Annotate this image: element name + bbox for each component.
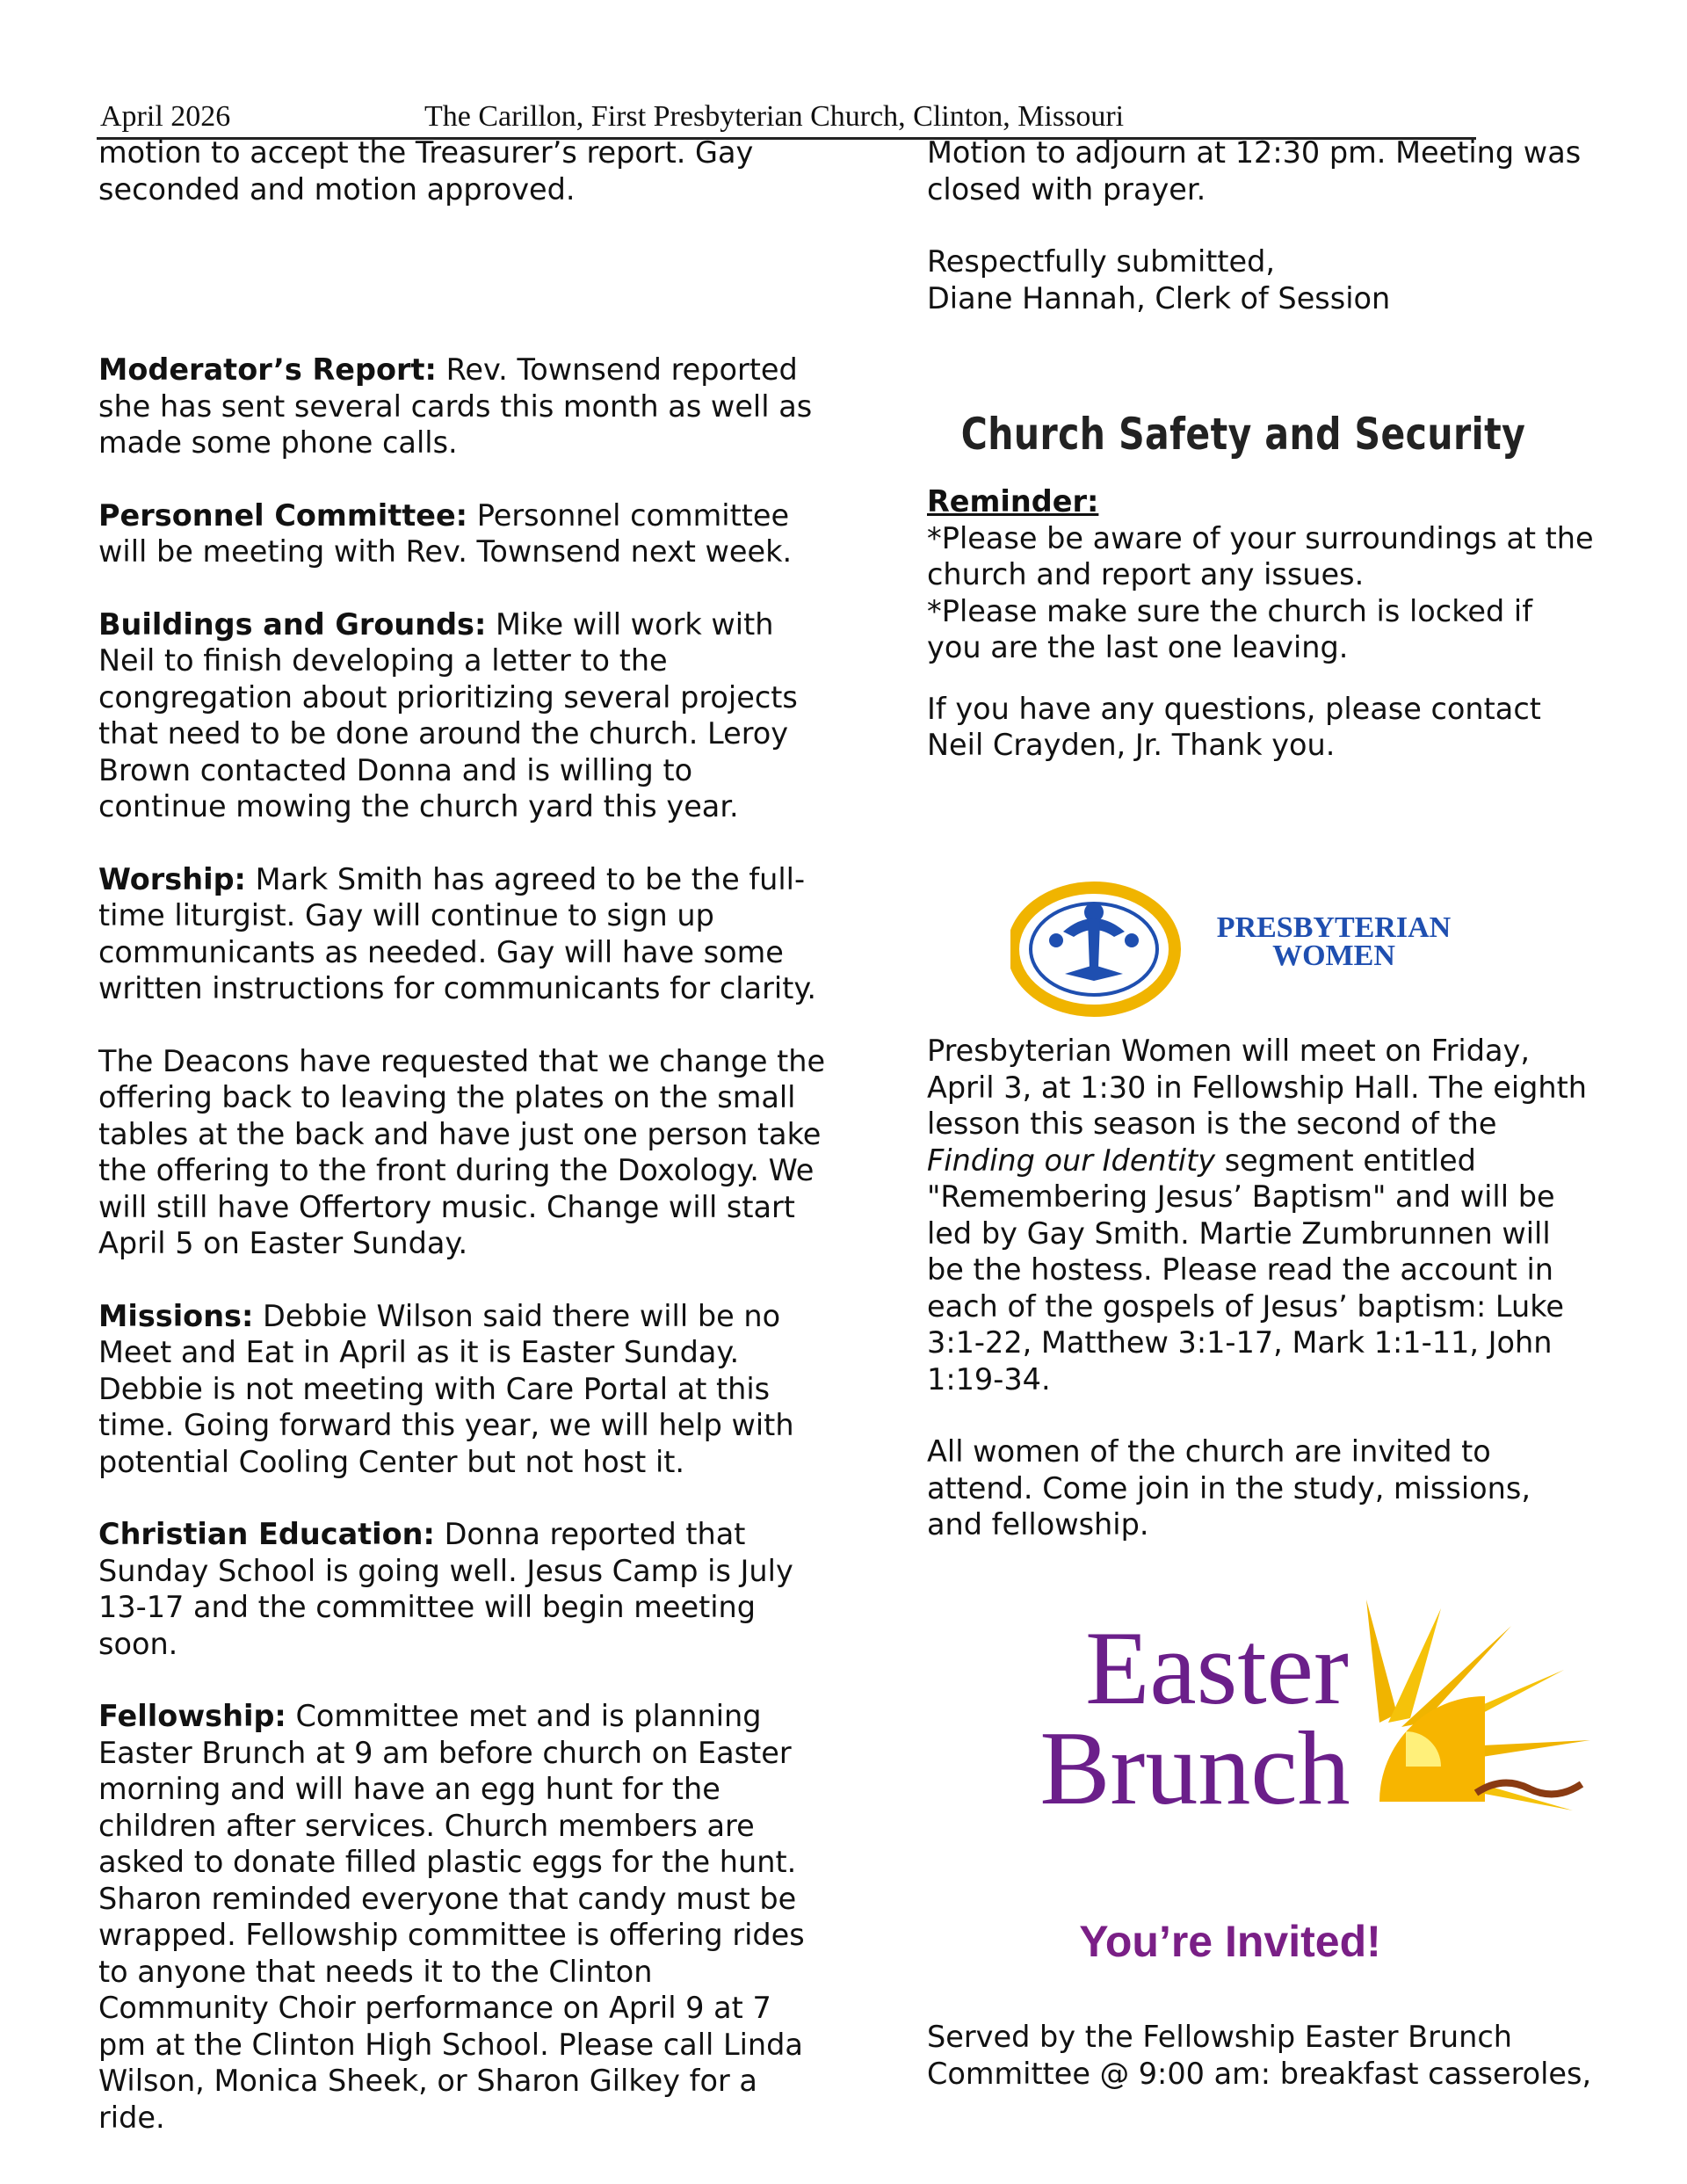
served-text: Served by the Fellowship Easter Brunch Committee @ 9:00 am: breakfast casseroles, — [927, 2020, 1592, 2091]
safety-section-title: Church Safety and Security — [960, 409, 1526, 460]
easter-brunch-logo — [967, 1600, 1599, 1837]
contact-text: If you have any questions, please contact Neil Crayden, Jr. Thank you. — [927, 691, 1541, 762]
fellowship-text: Committee met and is planning Easter Brunch at 9 am before church on Easter morning and will have an egg hunt for the children after services. Church members are asked to donate filled plastic eggs for the hunt. Sharon reminded everyone that candy must be wrapped. Fellowship committee is offering rides to anyone that needs it to the Clinton Community Choir performance on April 9 at 7 pm at the Clinton High School. Please call Linda Wilson, Monica Sheek, or Sharon Gilkey for a ride. — [98, 1699, 805, 2135]
pw-meeting-text — [927, 1033, 1595, 1397]
left-column — [98, 134, 828, 2136]
reminder-item-2: *Please make sure the church is locked if you are the last one leaving. — [927, 593, 1533, 664]
missions — [98, 1298, 828, 1481]
fellowship — [98, 1698, 828, 2136]
moderator-label: Moderator’s Report: — [98, 352, 437, 387]
missions-label: Missions: — [98, 1298, 254, 1333]
header-date: April 2026 — [100, 100, 231, 133]
worship — [98, 861, 828, 1007]
deacons-paragraph: The Deacons have requested that we change the offering back to leaving the plates on the small tables at the back and have just one person take the offering to the front during the Doxology. We will still have Offertory music. Change will start April 5 on Easter Sunday. — [98, 1043, 826, 1260]
easter-word: Easter — [1085, 1609, 1349, 1726]
pw-text-part-b: segment entitled "Remembering Jesus’ Baptism" and will be led by Gay Smith. Martie Zumbrunnen will be the hostess. Please read the account in each of the gospels of Jesus’ baptism: Luke 3:1-22, Matthew 3:1-17, Mark 1:1-11, John 1:19-34. — [927, 1143, 1565, 1397]
logo-text-women: WOMEN — [1272, 940, 1395, 972]
invited-heading: You’re Invited! — [1079, 1917, 1381, 1966]
header-title: The Carillon, First Presbyterian Church, Clinton, Missouri — [424, 100, 1125, 133]
page-header — [97, 98, 1476, 140]
safety-section — [927, 483, 1595, 764]
adjourn-text: Motion to adjourn at 12:30 pm. Meeting was closed with prayer. — [927, 135, 1582, 207]
right-column-top — [927, 134, 1595, 316]
buildings-grounds — [98, 606, 828, 825]
treasurer-continuation: motion to accept the Treasurer’s report. Gay seconded and motion approved. — [98, 135, 754, 207]
reminder-label: Reminder: — [927, 484, 1099, 519]
fellowship-label: Fellowship: — [98, 1699, 286, 1733]
reminder-item-1: *Please be aware of your surroundings at the church and report any issues. — [927, 520, 1594, 591]
pw-text-part-a: Presbyterian Women will meet on Friday, April 3, at 1:30 in Fellowship Hall. The eighth lesson this season is the second of the — [927, 1034, 1588, 1141]
presbyterian-women-logo — [1010, 870, 1485, 1028]
worship-text: Mark Smith has agreed to be the full-time liturgist. Gay will continue to sign up communicants as needed. Gay will have some written instructions for communicants for clarity. — [98, 861, 817, 1005]
logo-figure-right — [1125, 933, 1139, 947]
personnel-label: Personnel Committee: — [98, 497, 468, 533]
education-text: Donna reported that Sunday School is going well. Jesus Camp is July 13-17 and the committee will begin meeting soon. — [98, 1517, 793, 1661]
buildings-label: Buildings and Grounds: — [98, 606, 487, 642]
pw-text-italic: Finding our Identity — [927, 1143, 1216, 1178]
personnel-committee — [98, 497, 828, 570]
buildings-text: Mike will work with Neil to finish developing a letter to the congregation about prioritizing several projects that need to be done around the church. Leroy Brown contacted Donna and is willing to continue mowing the church yard this year. — [98, 606, 798, 824]
logo-figure-body — [1088, 921, 1100, 969]
worship-label: Worship: — [98, 861, 246, 896]
missions-text: Debbie Wilson said there will be no Meet and Eat in April as it is Easter Sunday. Debbie is not meeting with Care Portal at this time. Going forward this year, we will help with potential Cooling Center but not host it. — [98, 1298, 794, 1479]
moderator-text: Rev. Townsend reported she has sent several cards this month as well as made some phone calls. — [98, 352, 813, 460]
logo-figure-left — [1049, 933, 1063, 947]
brunch-served-section — [927, 2019, 1595, 2092]
personnel-text: Personnel committee will be meeting with Rev. Townsend next week. — [98, 497, 793, 569]
christian-education — [98, 1516, 828, 1662]
submitted-line: Respectfully submitted, — [927, 244, 1276, 279]
presbyterian-women-section — [927, 1033, 1595, 1543]
clerk-line: Diane Hannah, Clerk of Session — [927, 280, 1391, 316]
logo-text-presbyterian: PRESBYTERIAN — [1216, 911, 1452, 944]
brunch-word: Brunch — [1039, 1709, 1350, 1826]
moderator-report — [98, 352, 828, 461]
pw-invite-text: All women of the church are invited to attend. Come join in the study, missions, and fellowship. — [927, 1434, 1531, 1542]
education-label: Christian Education: — [98, 1517, 435, 1551]
